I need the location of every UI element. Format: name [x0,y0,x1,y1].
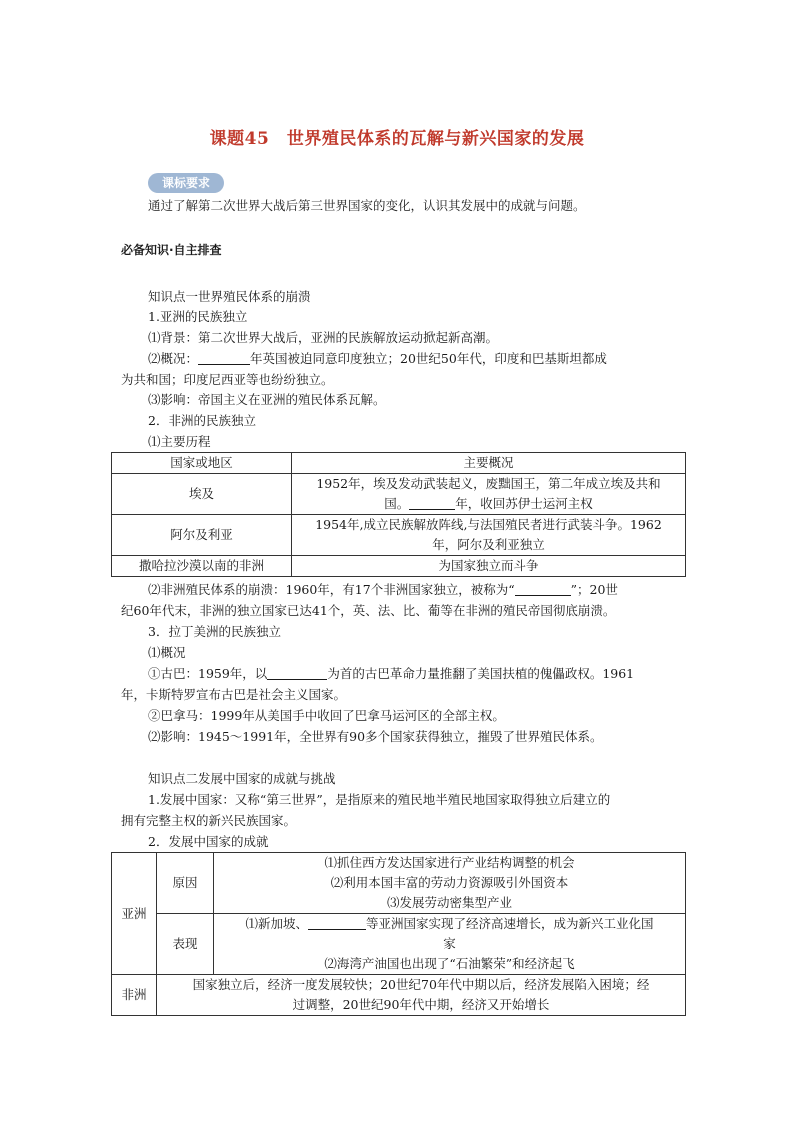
africa-table [111,452,686,577]
performance-prefix: ⑴新加坡、 [245,916,308,931]
fill-blank[interactable] [409,497,455,510]
africa-collapse-cont: 纪60年代末，非洲的独立国家已达41个，英、法、比、葡等在非洲的殖民帝国彻底崩溃。 [121,603,616,618]
africa-title: 2．非洲的民族独立 [148,413,256,428]
egypt-line-text: 年，收回苏伊士运河主权 [455,496,593,511]
region-egypt: 埃及 [112,474,292,515]
fill-blank[interactable] [515,583,571,596]
latam-subtitle: ⑴概况 [148,645,186,660]
egypt-line-prefix: 国。 [384,496,410,511]
africa-collapse-text: ⑵非洲殖民体系的崩溃：1960年，有17个非洲国家独立，被称为“ [148,582,515,597]
region-algeria: 阿尔及利亚 [112,515,292,556]
performance-text: 等亚洲国家实现了经济高速增长，成为新兴工业化国 [366,916,654,931]
performance-item [218,914,681,934]
asia-background: ⑴背景：第二次世界大战后，亚洲的民族解放运动掀起新高潮。 [148,330,499,345]
developing-def: 1.发展中国家：又称“第三世界”，是指原来的殖民地半殖民地国家取得独立后建立的 [148,792,611,807]
table-header: 国家或地区 [112,453,292,474]
achievements-table [111,852,686,1016]
achievements-title: 2．发展中国家的成就 [148,834,269,849]
egypt-line: 1952年，埃及发动武装起义，废黜国王，第二年成立埃及共和 [316,476,661,491]
fill-blank[interactable] [267,667,327,680]
asia-overview-cont: 为共和国；印度尼西亚等也纷纷独立。 [121,372,334,387]
table-row [112,853,686,914]
cuba-prefix: ①古巴：1959年，以 [148,666,268,681]
egypt-line [296,494,681,514]
table-row [112,474,686,515]
section-heading: 必备知识·自主排查 [121,243,222,257]
reason-label: 原因 [157,853,214,914]
algeria-line: 年，阿尔及利亚独立 [432,537,545,552]
latam-title: 3．拉丁美洲的民族独立 [148,624,281,639]
table-row [112,453,686,474]
region-subsahara: 撒哈拉沙漠以南的非洲 [112,556,292,577]
kp1-title: 知识点一世界殖民体系的崩溃 [148,289,311,304]
asia-overview [148,351,607,367]
requirement-badge: 课标要求 [148,173,224,193]
africa-collapse [148,582,618,598]
asia-impact: ⑶影响：帝国主义在亚洲的殖民体系瓦解。 [148,392,386,407]
latam-impact: ⑵影响：1945～1991年，全世界有90多个国家获得独立，摧毁了世界殖民体系。 [148,729,603,744]
africa-economy [157,975,686,1016]
table-row [112,556,686,577]
asia-overview-prefix: ⑵概况： [148,351,199,366]
africa-economy-line: 国家独立后，经济一度发展较快；20世纪70年代中期以后，经济发展陷入困境；经 [192,977,650,992]
reason-item: ⑵利用本国丰富的劳动力资源吸引外国资本 [330,875,569,890]
table-row [112,975,686,1016]
performance-item-cont: 家 [443,936,456,951]
algeria-line: 1954年,成立民族解放阵线,与法国殖民者进行武装斗争。1962 [315,517,662,532]
cuba-tail: 为首的古巴革命力量推翻了美国扶植的傀儡政权。1961 [327,666,635,681]
africa-economy-line: 过调整，20世纪90年代中期，经济又开始增长 [292,997,550,1012]
page-title: 课题45 世界殖民体系的瓦解与新兴国家的发展 [209,129,585,149]
performance-list [214,914,686,975]
fill-blank[interactable] [198,352,250,365]
cuba-cont: 年，卡斯特罗宣布古巴是社会主义国家。 [121,687,347,702]
fill-blank[interactable] [308,917,366,930]
egypt-desc [292,474,686,515]
reason-list [214,853,686,914]
table-row [112,914,686,975]
performance-label: 表现 [157,914,214,975]
developing-def-cont: 拥有完整主权的新兴民族国家。 [121,813,297,828]
reason-item: ⑴抓住西方发达国家进行产业结构调整的机会 [324,855,575,870]
performance-item: ⑵海湾产油国也出现了“石油繁荣”和经济起飞 [324,956,575,971]
africa-subtitle: ⑴主要历程 [148,434,211,449]
region-africa: 非洲 [112,975,157,1016]
table-header: 主要概况 [292,453,686,474]
africa-collapse-tail: ”；20世 [570,582,618,597]
table-row [112,515,686,556]
panama-text: ②巴拿马：1999年从美国手中收回了巴拿马运河区的全部主权。 [148,708,505,723]
requirement-text: 通过了解第二次世界大战后第三世界国家的变化，认识其发展中的成就与问题。 [148,198,586,213]
asia-title: 1.亚洲的民族独立 [148,309,248,324]
kp2-title: 知识点二发展中国家的成就与挑战 [148,771,336,786]
cuba-text [148,666,634,682]
reason-item: ⑶发展劳动密集型产业 [386,895,512,910]
asia-overview-text: 年英国被迫同意印度独立；20世纪50年代，印度和巴基斯坦都成 [250,351,607,366]
subsahara-desc: 为国家独立而斗争 [292,556,686,577]
region-asia: 亚洲 [112,853,157,975]
algeria-desc [292,515,686,556]
